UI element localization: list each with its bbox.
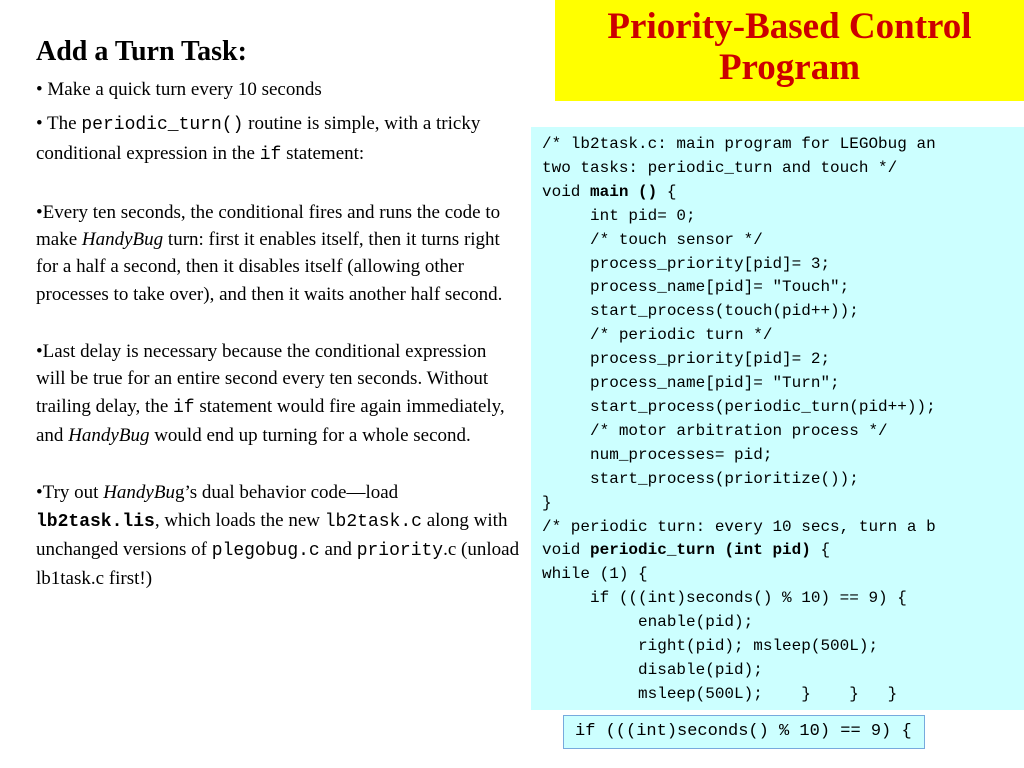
code-priority: priority (356, 540, 444, 561)
text: g’s dual behavior code—load (174, 482, 399, 504)
code-line: if (((int)seconds() % 10) == 9) { (542, 589, 907, 608)
bullet-try-out (36, 479, 520, 592)
code-listing-box (531, 127, 1024, 710)
text: along with unchanged versions of (36, 509, 508, 560)
code-line: /* periodic turn: every 10 secs, turn a b (542, 517, 936, 536)
code-line: start_process(prioritize()); (542, 469, 859, 488)
code-periodic-turn: periodic_turn() (81, 115, 244, 136)
bullet-periodic-turn (36, 110, 520, 169)
code-line: two tasks: periodic_turn and touch */ (542, 158, 898, 177)
code-line: while (1) { (542, 565, 648, 584)
code-line: process_name[pid]= "Turn"; (542, 374, 840, 393)
text: • The (36, 113, 82, 135)
code-line: process_priority[pid]= 2; (542, 350, 831, 369)
text: turn: first it enables itself, then it turns right for a half a second, then it disables itself (allowing other processes to take over), and then it waits another half second. (36, 229, 503, 305)
code-line: } (542, 493, 552, 512)
code-line: process_priority[pid]= 3; (542, 254, 831, 273)
code-line: disable(pid); (542, 660, 763, 679)
code-line: process_name[pid]= "Touch"; (542, 278, 850, 297)
code-line: start_process(periodic_turn(pid++)); (542, 397, 936, 416)
code-main-signature: main () (590, 182, 658, 201)
highlighted-if-expression: if (((int)seconds() % 10) == 9) { (575, 722, 912, 741)
left-column (36, 34, 520, 592)
text: would end up turning for a whole second. (149, 424, 471, 446)
slide-title-line1: Priority-Based Control (607, 6, 972, 47)
code-if: if (259, 144, 282, 165)
text: statement: (281, 142, 365, 164)
code-line: int pid= 0; (542, 206, 696, 225)
handybug-name: HandyBug (81, 229, 164, 251)
code-listing (531, 127, 1024, 707)
handybug-name: HandyBug (68, 424, 150, 446)
text: .c (unload lb1task.c first!) (36, 538, 520, 590)
text: routine is simple, with a tricky conditional expression in the (36, 113, 481, 164)
code-line: start_process(touch(pid++)); (542, 302, 859, 321)
text: and (319, 538, 357, 560)
slide-title (555, 0, 1024, 101)
code-line: /* lb2task.c: main program for LEGObug an (542, 135, 936, 153)
code-line: /* periodic turn */ (542, 326, 773, 345)
code-token: void (542, 182, 591, 201)
text: •Try out (36, 482, 104, 504)
code-token: { (657, 182, 677, 201)
code-line: /* motor arbitration process */ (542, 421, 888, 440)
code-line: msleep(500L); } } } (542, 684, 898, 703)
text: statement would fire again immediately, and (36, 395, 505, 446)
code-lb2task-c: lb2task.c (324, 511, 422, 532)
text: , which loads the new (154, 509, 325, 531)
code-periodic-turn-signature: periodic_turn (int pid) (590, 541, 811, 560)
code-line: /* touch sensor */ (542, 230, 763, 249)
code-line: right(pid); msleep(500L); (542, 637, 879, 656)
bullet-last-delay (36, 338, 520, 449)
bullet-quick-turn: • Make a quick turn every 10 seconds (36, 79, 322, 100)
text: •Last delay is necessary because the conditional expression will be true for an entire second every ten seconds. Without trailing delay, the (36, 341, 489, 417)
code-plegobug-c: plegobug.c (211, 540, 320, 561)
text: •Every ten seconds, the conditional fires and runs the code to make (36, 201, 501, 251)
code-if: if (173, 397, 195, 418)
section-heading: Add a Turn Task: (36, 36, 247, 67)
code-token: void (542, 541, 591, 560)
handybug-name: HandyBu (103, 482, 175, 504)
slide-title-line2: Program (718, 47, 861, 88)
code-line: enable(pid); (542, 613, 754, 632)
code-line: num_processes= pid; (542, 445, 773, 464)
code-lb2task-lis: lb2task.lis (36, 511, 155, 532)
code-token: { (810, 541, 831, 560)
bullet-every-ten-seconds (36, 199, 520, 308)
